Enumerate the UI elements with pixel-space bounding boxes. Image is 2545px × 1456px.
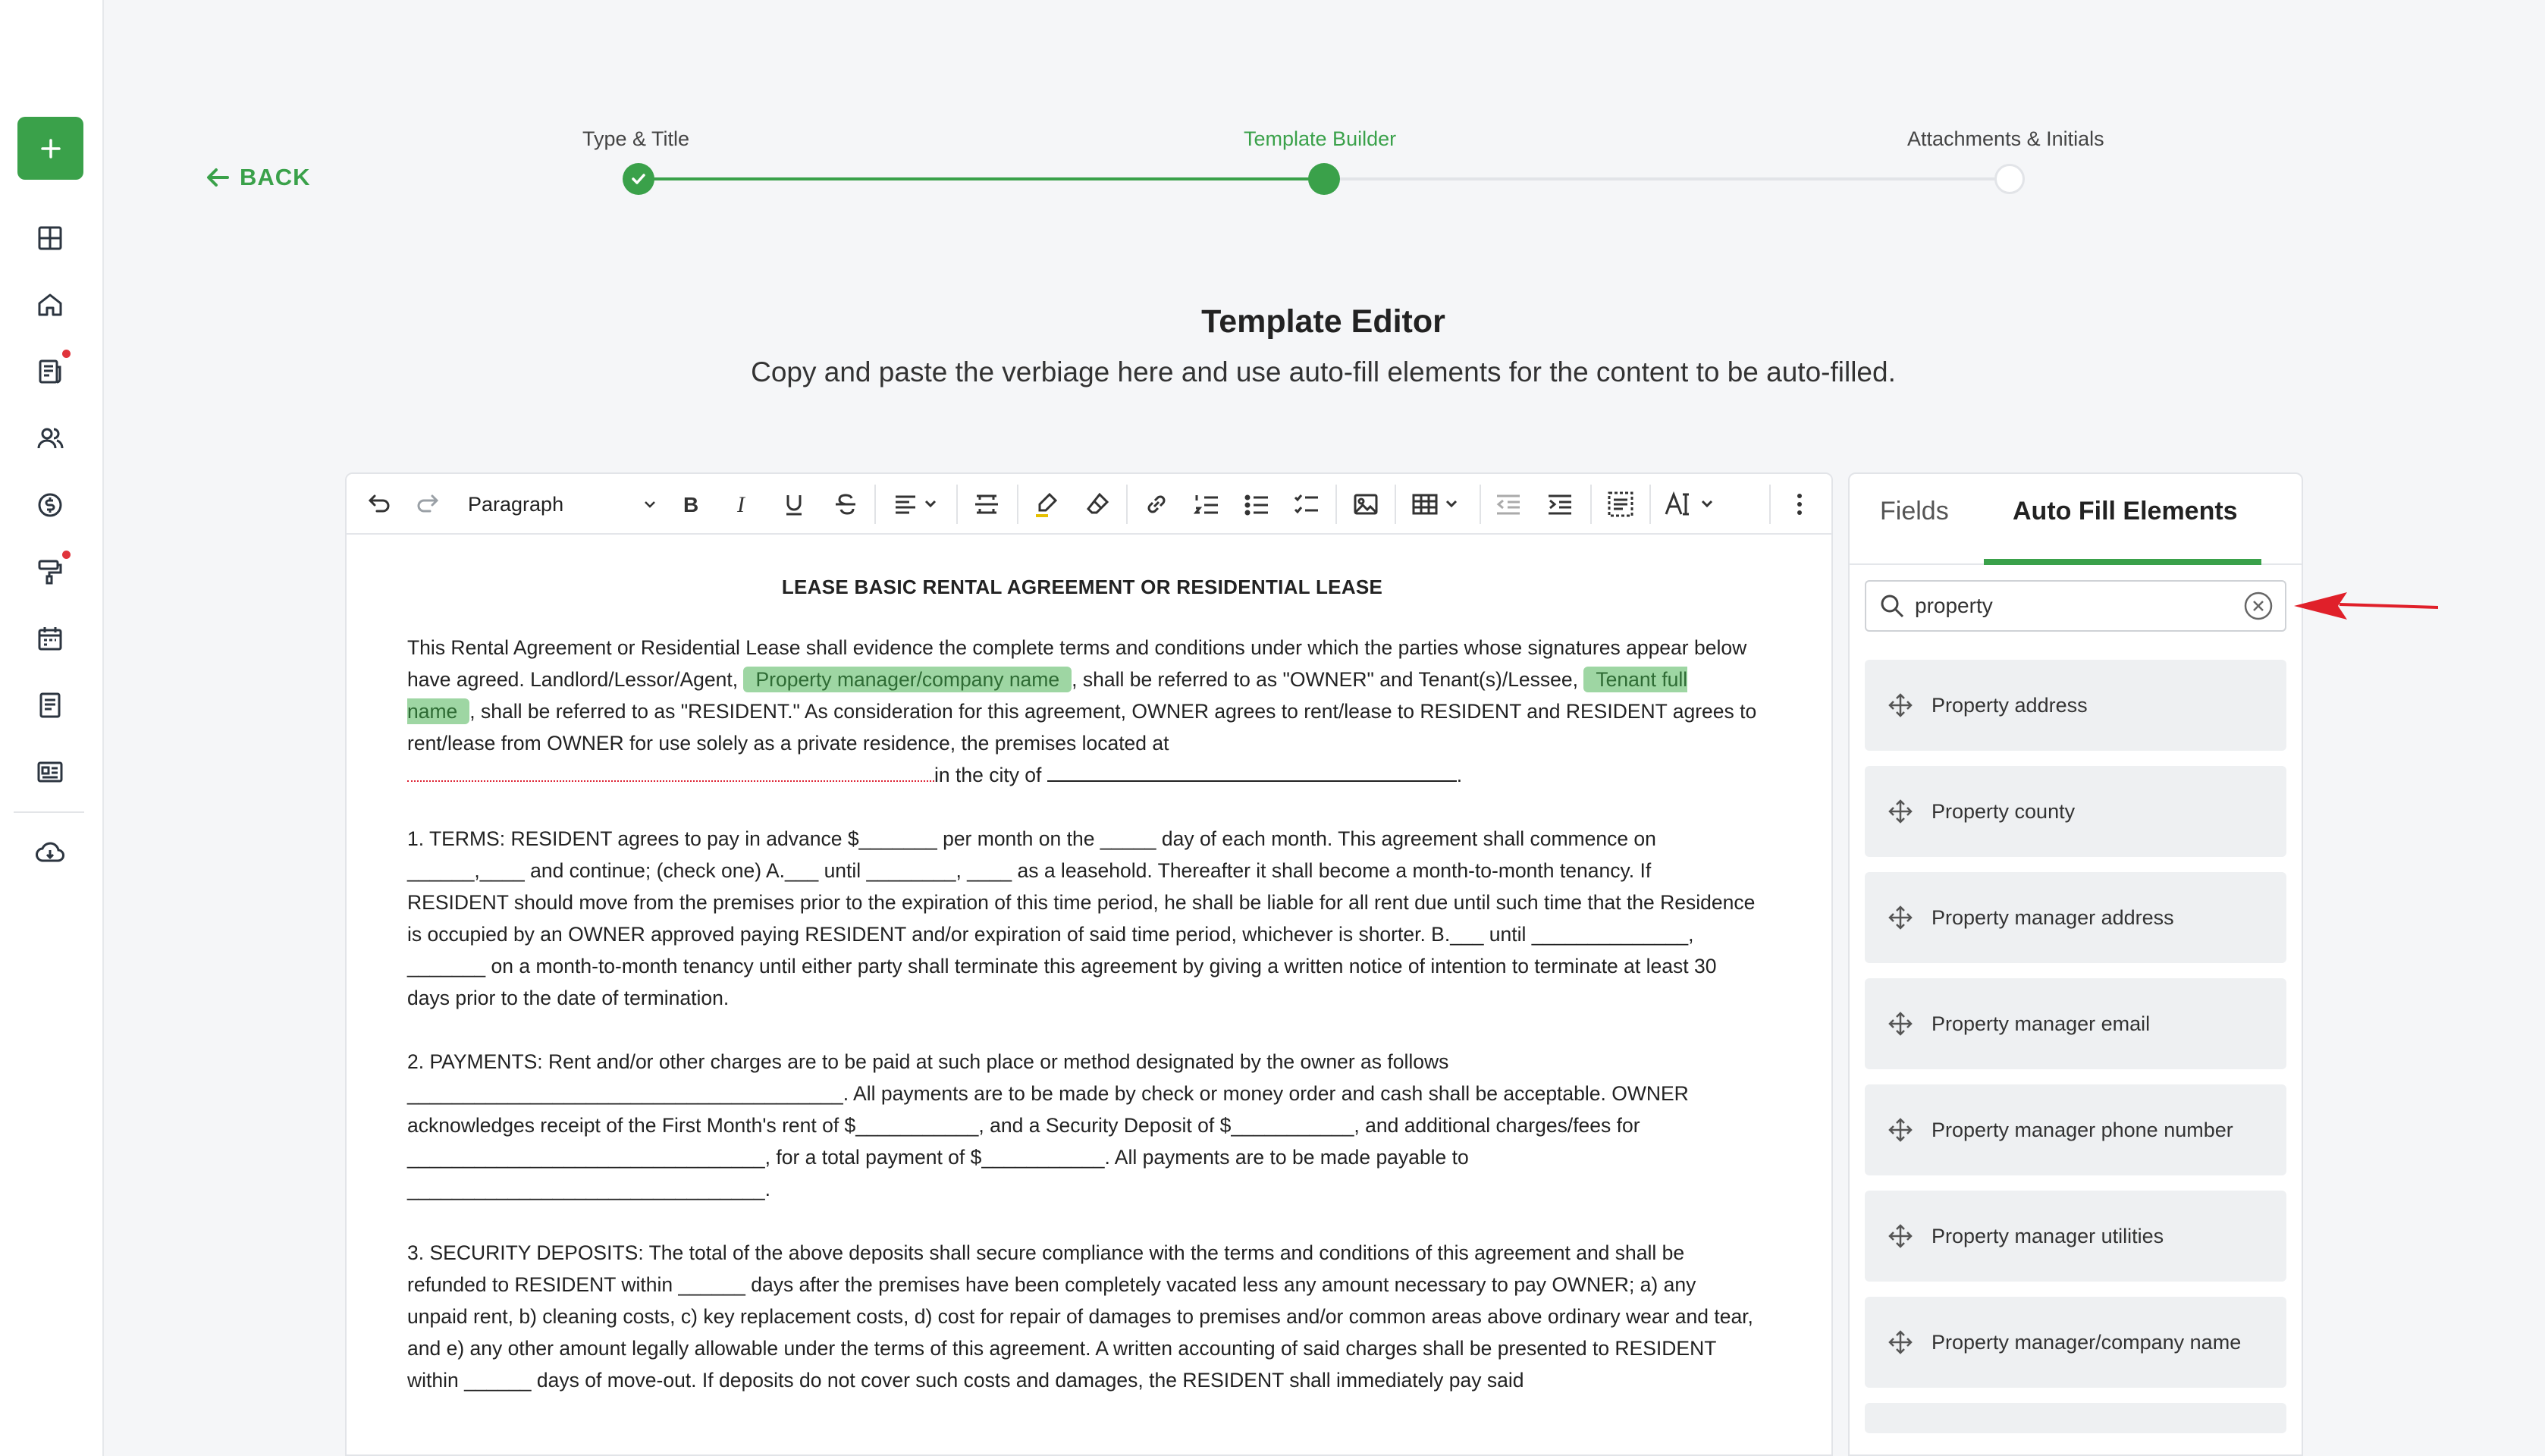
arrow-left-icon [205,165,231,190]
annotation-arrow-icon [2294,588,2438,626]
block-format-value: Paragraph [468,492,564,516]
autofill-item-label: Property manager email [1932,1012,2151,1035]
underline-icon[interactable] [776,486,812,522]
text-size-dropdown[interactable] [1660,486,1724,522]
autofill-list [1865,660,2286,1448]
toolbar-separator [1480,485,1481,524]
step-label-template-builder: Template Builder [1244,127,1397,150]
select-all-icon[interactable] [1601,486,1640,522]
toolbar-separator [1590,485,1592,524]
autofill-panel [1848,472,2303,1456]
drag-handle-icon[interactable] [1888,905,1913,930]
autofill-item-property-address[interactable] [1865,660,2286,751]
address-blank [407,764,934,782]
search-icon [1878,592,1906,620]
paragraph-terms: 1. TERMS: RESIDENT agrees to pay in advance $_______ per month on the _____ day of each month. This agreement shall commence on ______,____ and continue; (check one) A.___ until ________, ____ as a leasehold. Thereafter it shall become a month-to-month tenancy. If RESIDENT should move from the premises prior to the expiration of this time period, he shall be liable for all rent due until such time that the Residence is occupied by an OWNER approved paying RESIDENT and/or expiration of said time period, whichever is shorter. B.___ until ______________, _______ on a month-to-month tenancy until either party shall terminate this agreement by giving a written notice of intention to terminate at least 30 days prior to the date of termination. [407,827,1756,1009]
document-heading: LEASE BASIC RENTAL AGREEMENT OR RESIDENTIAL LEASE [781,576,1383,598]
toolbar-separator [956,485,958,524]
check-icon [629,170,648,188]
strikethrough-icon[interactable] [827,486,864,522]
paragraph-intro: This Rental Agreement or Residential Lease shall evidence the complete terms and conditions under which the parties whose signatures appear below have agreed. Landlord/Lessor/Agent, Property manager/company name , shall be referred to as "OWNER" and Tenant(s)/Lessee, Tenant full name , shall be referred to as "RESIDENT." As consideration for this agreement, OWNER agrees to rent/lease to RESIDENT and RESIDENT agrees to rent/lease from OWNER for use solely as a private residence, the premises located at in the city of . [407,636,1757,786]
outdent-icon[interactable] [1490,486,1527,522]
panel-tabs [1850,474,2302,565]
back-label: BACK [240,164,311,190]
clear-search-icon[interactable] [2242,590,2274,622]
step-node-pending[interactable] [1994,164,2025,194]
back-button[interactable] [205,164,311,191]
document-icon[interactable] [32,687,68,723]
step-label-attachments: Attachments & Initials [1907,127,2104,150]
intro-text: This Rental Agreement or Residential Lease shall evidence the complete terms and conditions under which the parties whose signatures appear below have agreed. Landlord/Lessor/Agent, [407,636,1747,691]
svg-text:I: I [737,492,745,517]
autofill-item-label: Property manager/company name [1932,1330,2242,1354]
intro-text: , shall be referred to as "RESIDENT." As consideration for this agreement, OWNER agrees to rent/lease to RESIDENT and RESIDENT agrees to rent/lease from OWNER for use solely as a private residence, the premises located at [407,700,1757,755]
toolbar-separator [1769,485,1771,524]
drag-handle-icon[interactable] [1888,1329,1913,1355]
toolbar-separator [1017,485,1018,524]
step-remaining-line [1324,177,2010,180]
tab-fields[interactable]: Fields [1880,497,1949,526]
autofill-item-label: Property manager address [1932,905,2174,929]
editor-toolbar [347,474,1831,535]
document-body[interactable] [407,565,1757,1428]
page-break-icon[interactable] [967,486,1006,522]
highlight-icon[interactable] [1028,486,1064,522]
drag-handle-icon[interactable] [1888,1117,1913,1143]
autofill-item-label: Property manager utilities [1932,1224,2164,1247]
bullet-list-icon[interactable] [1238,486,1275,522]
bold-icon[interactable] [673,486,709,522]
autofill-item-label: Property manager phone number [1932,1118,2233,1141]
city-blank [1047,764,1457,782]
autofill-item-label: Property address [1932,693,2088,717]
more-options-icon[interactable] [1781,486,1818,522]
drag-handle-icon[interactable] [1888,799,1913,824]
plus-icon [39,137,62,160]
autofill-item-property-manager-address[interactable] [1865,872,2286,963]
page-title: Template Editor [1201,303,1445,340]
toolbar-separator [1335,485,1337,524]
add-button[interactable] [17,117,83,180]
redo-icon[interactable] [410,486,447,522]
eraser-icon[interactable] [1079,486,1116,522]
svg-text:B: B [683,493,699,516]
autofill-item-property-county[interactable] [1865,766,2286,857]
sidebar [0,0,104,1456]
rich-text-editor[interactable] [345,472,1833,1456]
link-icon[interactable] [1138,486,1175,522]
autofill-item-partial[interactable] [1865,1403,2286,1433]
step-label-type-title: Type & Title [582,127,690,150]
step-node-active[interactable] [1308,163,1340,195]
people-icon[interactable] [32,420,68,457]
undo-icon[interactable] [360,486,397,522]
toolbar-separator [1649,485,1651,524]
intro-text: in the city of [934,764,1042,786]
listing-icon[interactable] [32,754,68,790]
step-progress-line [639,177,1324,180]
cloud-download-icon[interactable] [32,835,68,871]
dashboard-icon[interactable] [32,220,68,256]
chevron-down-icon [641,495,659,513]
toolbar-separator [874,485,876,524]
tab-auto-fill-elements[interactable]: Auto Fill Elements [2013,497,2238,526]
toolbar-separator [1395,485,1396,524]
search-input[interactable] [1915,594,2218,618]
autofill-item-property-manager-phone[interactable] [1865,1084,2286,1175]
autofill-item-label: Property county [1932,799,2076,823]
autofill-item-property-manager-company-name[interactable] [1865,1297,2286,1388]
sidebar-divider [14,811,84,813]
search-box [1865,580,2286,632]
table-dropdown[interactable] [1405,486,1469,522]
autofill-chip-company[interactable]: Property manager/company name [743,667,1072,692]
block-format-select[interactable] [468,486,659,522]
autofill-item-property-manager-email[interactable] [1865,978,2286,1069]
image-icon[interactable] [1348,486,1384,522]
payments-icon[interactable] [32,487,68,523]
drag-handle-icon[interactable] [1888,1011,1913,1037]
active-tab-indicator [1984,559,2261,565]
intro-text: , shall be referred to as "OWNER" and Tenant(s)/Lessee, [1072,668,1579,691]
page-subtitle: Copy and paste the verbiage here and use auto-fill elements for the content to be auto-filled. [751,356,1896,388]
numbered-list-icon[interactable] [1188,486,1225,522]
indent-icon[interactable] [1542,486,1578,522]
autofill-item-property-manager-utilities[interactable] [1865,1191,2286,1282]
calendar-icon[interactable] [32,620,68,657]
notification-dot [62,551,71,559]
paragraph-security-deposits: 3. SECURITY DEPOSITS: The total of the above deposits shall secure compliance with the terms and conditions of this agreement and shall be refunded to RESIDENT within ______ days after the premises have been completely vacated less any amount necessary to pay OWNER; a) any unpaid rent, b) cleaning costs, c) key replacement costs, d) cost for repair of damages to premises and/or common areas above ordinary wear and tear, and e) any other amount legally allowable under the terms of this agreement. A written accounting of said charges shall be presented to RESIDENT within ______ days of move-out. If deposits do not cover such costs and damages, the RESIDENT shall immediately pay said [407,1241,1753,1392]
checklist-icon[interactable] [1288,486,1325,522]
italic-icon[interactable] [724,486,761,522]
step-node-complete[interactable] [623,163,654,195]
autofill-chip-tenant[interactable]: Tenant full name [407,668,1688,723]
maintenance-icon[interactable] [32,554,68,590]
paragraph-payments: 2. PAYMENTS: Rent and/or other charges are to be paid at such place or method designated by the owner as follows _______________________________________. All payments are to be made by check or money order and cash shall be acceptable. OWNER acknowledges receipt of the First Month's rent of $___________, and a Security Deposit of $___________, and additional charges/fees for ________________________________, for a total payment of $___________. All payments are to be made payable to ________________________________. [407,1050,1689,1200]
drag-handle-icon[interactable] [1888,1223,1913,1249]
drag-handle-icon[interactable] [1888,692,1913,718]
toolbar-separator [1126,485,1128,524]
align-dropdown[interactable] [887,486,944,522]
